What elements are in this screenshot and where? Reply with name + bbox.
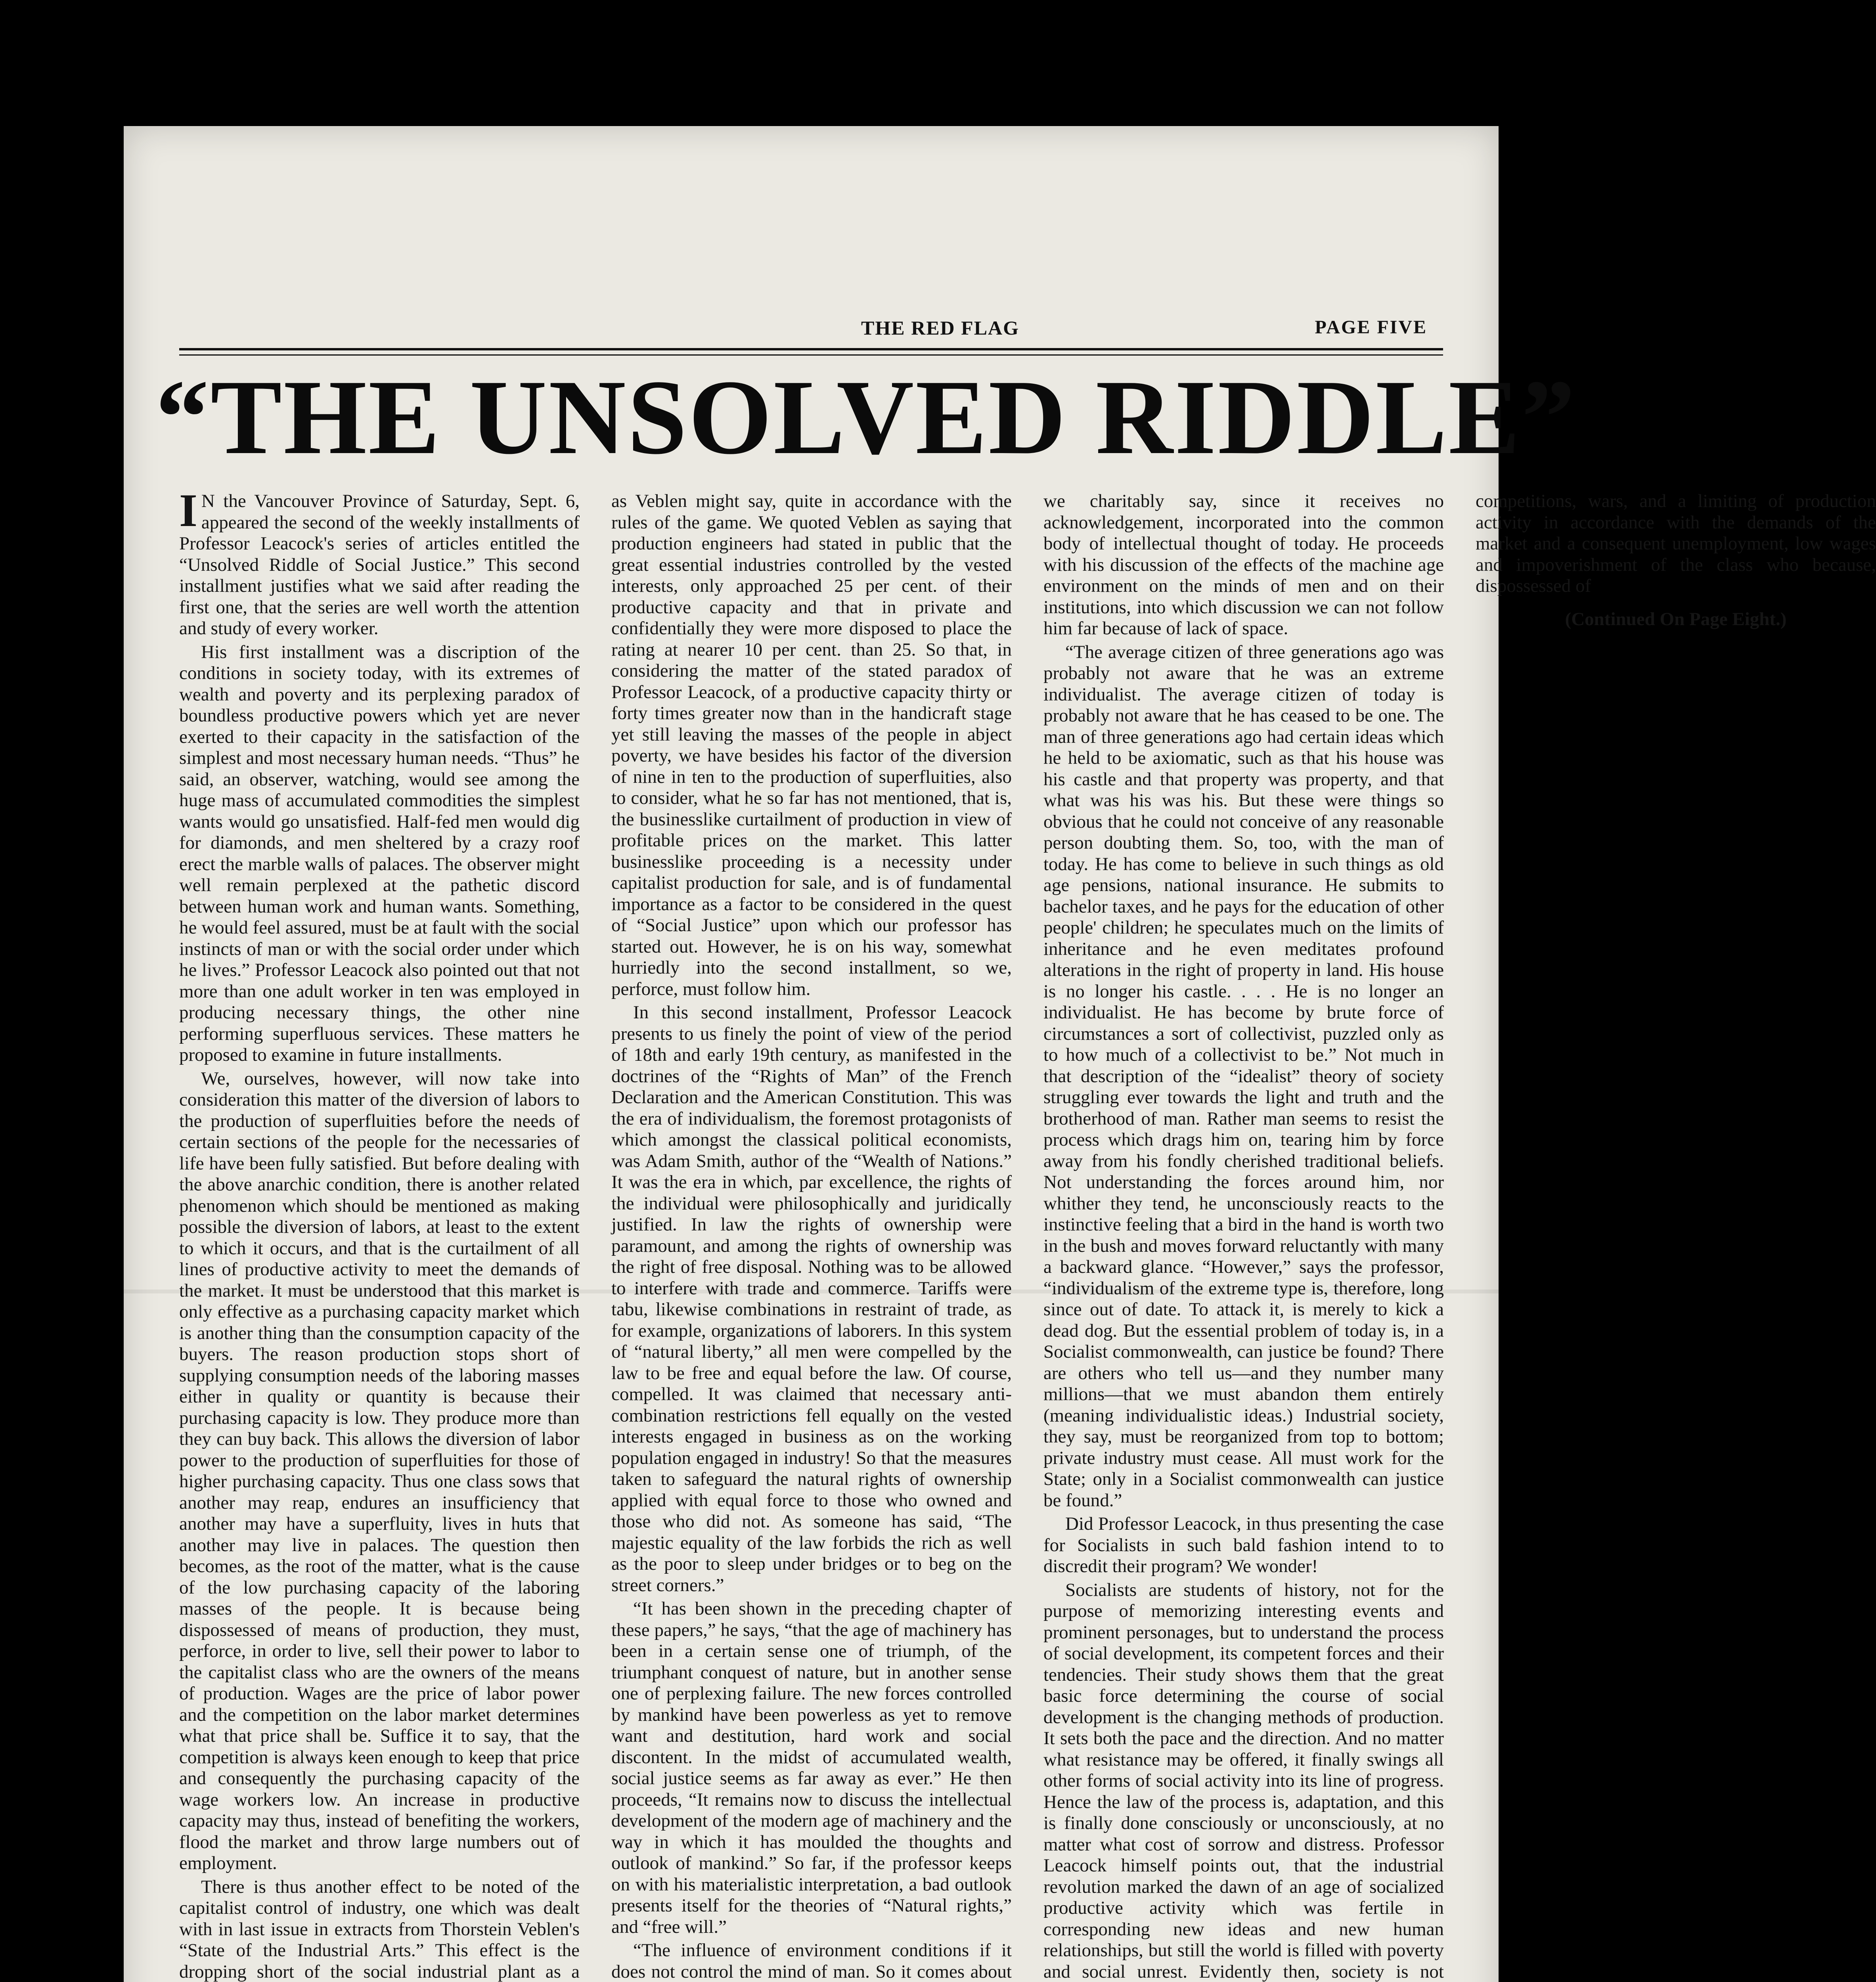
article-paragraph: His first installment was a discription of the conditions in society today, with its extremes of wealth and poverty and its perplexing paradox of boundless productive powers which yet are never exerted to their capacity in the satisfaction of the simplest and most necessary human needs. “Thus” he said, an observer, watching, would see among the huge mass of accumulated commodities the simplest wants would go unsatisfied. Half-fed men would dig for diamonds, and men sheltered by a crazy roof erect the marble walls of palaces. The observer might well remain perplexed at the pathetic discord between human work and human wants. Something, he would feel assured, must be at fault with the social instincts of man or with the social order under which he lives.” Professor Leacock also pointed out that not more than one adult worker in ten was employed in producing necessary things, the other nine performing superfluous services. These matters he proposed to examine in future installments. <box>179 641 580 1065</box>
article-paragraph: “The influence of environment conditions if it does not control the mind of man. So it comes about we charitably say, since it receives no acknowledgement, incorporated into the common body of intellectual thought of today. He proceeds with his discussion of the effects of the machine age environment on the minds of men and on their institutions, into which discussion we can not follow him far because of lack of space. <box>611 491 1444 1982</box>
article-headline: “THE UNSOLVED RIDDLE” <box>155 358 1577 476</box>
article-paragraph: Did Professor Leacock, in thus presenting the case for Socialists in such bald fashion intend to to discredit their program? We wonder! <box>1043 1513 1444 1576</box>
article-paragraph: In this second installment, Professor Leacock presents to us finely the point of view of the period of 18th and early 19th century, as manifested in the doctrines of the “Rights of Man” of the French Declaration and the American Constitution. This was the era of individualism, the foremost protagonists of which amongst the classical political economists, was Adam Smith, author of the “Wealth of Nations.” It was the era in which, par excellence, the rights of the individual were philosophically and juridically justified. In law the rights of ownership were paramount, and among the rights of ownership was the right of free disposal. Nothing was to be allowed to interfere with trade and commerce. Tariffs were tabu, likewise combinations in restraint of trade, as for example, organizations of laborers. In this system of “natural liberty,” all men were compelled by the law to be free and equal before the law. Of course, compelled. It was claimed that necessary anti-combination restrictions fell equally on the vested interests engaged in business as on the working population engaged in industry! So that the measures taken to safeguard the natural rights of ownership applied with equal force to those who owned and those who did not. As someone has said, “The majestic equality of the law forbids the rich as well as the poor to sleep under bridges or to beg on the street corners.” <box>611 1002 1012 1596</box>
header-rule <box>179 348 1443 356</box>
article-paragraph: Socialists are students of history, not for the purpose of memorizing interesting events and prominent personages, but to understand the process of social development, its competent forces and their tendencies. Their study shows them that the great basic force determining the course of social development is the changing methods of production. It sets both the pace and the direction. And no matter what resistance may be offered, it finally swings all other forms of social activity into its line of progress. Hence the law of the process is, adaptation, and this is finally done consciously or unconsciously, at no matter what cost of sorrow and distress. Professor Leacock himself points out, that the industrial revolution marked the dawn of an age of socialized productive activity which was fertile in corresponding new ideas and new human relationships, but still the world is filled with poverty and social unrest. Evidently then, society is not competitions, wars, and a limiting of production activity in accordance with the demands of the market and a consequent unemployment, low wages and impoverishment of the class who because, dispossessed of <box>1043 491 1876 1982</box>
drop-cap: I <box>179 484 197 536</box>
article-paragraph: There is thus another effect to be noted of the capitalist control of industry, one which was dealt with in last issue in extracts from Thorstein Veblen's “State of the Industrial Arts.” This effect is the dropping short of the social industrial plant as a as Veblen might say, quite in accordance with the rules of the game. We quoted Veblen as saying that production engineers had stated in public that the great essential industries controlled by the vested interests, only approached 25 per cent. of their productive capacity and that in private and confidentially they were more disposed to place the rating at nearer 10 per cent. than 25. So that, in considering the matter of the stated paradox of Professor Leacock, of a productive capacity thirty or forty times greater now than in the handicraft stage yet still leaving the masses of the people in abject poverty, we have besides his factor of the diversion of nine in ten to the production of superfluities, also to consider, what he so far has not mentioned, that is, the businesslike curtailment of production in view of profitable prices on the market. This latter businesslike proceeding is a necessity under capitalist production for sale, and is of fundamental importance as a factor to be considered in the quest of “Social Justice” upon which our professor has started out. However, he is on his way, somewhat hurriedly into the second installment, so we, perforce, must follow him. <box>179 491 1012 1982</box>
running-title: THE RED FLAG <box>861 317 1020 339</box>
article-paragraph: We, ourselves, however, will now take into consideration this matter of the diversion of labors to the production of superfluities before the needs of certain sections of the people for the necessaries of life have been fully satisfied. But before dealing with the above anarchic condition, there is another related phenomenon which should be mentioned as making possible the diversion of labors, at least to the extent to which it occurs, and that is the curtailment of all lines of productive activity to meet the demands of the market. It must be understood that this market is only effective as a purchasing capacity market which is another thing than the consumption capacity of the buyers. The reason production stops short of supplying consumption needs of the laboring masses either in quality or quantity is because their purchasing capacity is low. They produce more than they can buy back. This allows the diversion of labor power to the production of superfluities for those of higher purchasing capacity. Thus one class sows that another may reap, endures an insufficiency that another may have a superfluity, lives in huts that another may live in palaces. The question then becomes, as the root of the matter, what is the cause of the low purchasing capacity of the laboring masses of the people. It is because being dispossessed of means of production, they must, perforce, in order to live, sell their power to labor to the capitalist class who are the owners of the means of production. Wages are the price of labor power and the competition on the labor market determines what that price shall be. Suffice it to say, that the competition is always keen enough to keep that price and consequently the purchasing capacity of the wage workers low. An increase in productive capacity may thus, instead of benefiting the workers, flood the market and throw large numbers out of employment. <box>179 1068 580 1873</box>
article-body <box>179 484 1876 1982</box>
article-paragraph: “It has been shown in the preceding chapter of these papers,” he says, “that the age of machinery has been in a certain sense one of triumph, of the triumphant conquest of nature, but in another sense one of perplexing failure. The new forces controlled by mankind have been powerless as yet to remove want and destitution, hard work and social discontent. In the midst of accumulated wealth, social justice seems as far away as ever.” He then proceeds, “It remains now to discuss the intellectual development of the modern age of machinery and the way in which it has moulded the thoughts and outlook of mankind.” So far, if the professor keeps on with his materialistic interpretation, a bad outlook presents itself for the theories of “Natural rights,” and “free will.” <box>611 1598 1012 1937</box>
newspaper-page <box>124 126 1876 1982</box>
article-paragraph: “The average citizen of three generations ago was probably not aware that he was an extreme individualist. The average citizen of today is probably not aware that he has ceased to be one. The man of three generations ago had certain ideas which he held to be axiomatic, such as that his house was his castle and that property was property, and that what was his was his. But these were things so obvious that he could not conceive of any reasonable person doubting them. So, too, with the man of today. He has come to believe in such things as old age pensions, national insurance. He submits to bachelor taxes, and he pays for the education of other people' children; he speculates much on the limits of inheritance and he even meditates profound alterations in the right of property in land. His house is no longer his castle. . . . He is no longer an individualist. He has become by brute force of circumstances a sort of collectivist, puzzled only as to how much of a collectivist to be.” Not much in that description of the “idealist” theory of society struggling ever towards the light and truth and the brotherhood of man. Rather man seems to resist the process which drags him on, tearing him by force away from his fondly cherished traditional beliefs. Not understanding the forces around him, nor whither they tend, he unconsciously reacts to the instinctive feeling that a bird in the hand is worth two in the bush and moves forward reluctantly with many a backward glance. “However,” says the professor, “individualism of the extreme type is, therefore, long since out of date. To attack it, is merely to kick a dead dog. But the essential problem of today is, in a Socialist commonwealth, can justice be found? There are others who tell us—and they number many millions—that we must abandon them entirely (meaning individualistic ideas.) Industrial society, they say, must be reorganized from top to bottom; private industry must cease. All must work for the State; only in a Socialist commonwealth can justice be found.” <box>1043 641 1444 1511</box>
page-number-label: PAGE FIVE <box>1315 317 1427 338</box>
article-paragraph: I N the Vancouver Province of Saturday, Sept. 6, appeared the second of the weekly installments of Professor Leacock's series of articles entitled the “Unsolved Riddle of Social Justice.” This second installment justifies what we said after reading the first one, that the series are well worth the attention and study of every worker. <box>179 484 580 639</box>
continued-note: (Continued On Page Eight.) <box>1565 608 1787 629</box>
page-header <box>179 316 1443 344</box>
